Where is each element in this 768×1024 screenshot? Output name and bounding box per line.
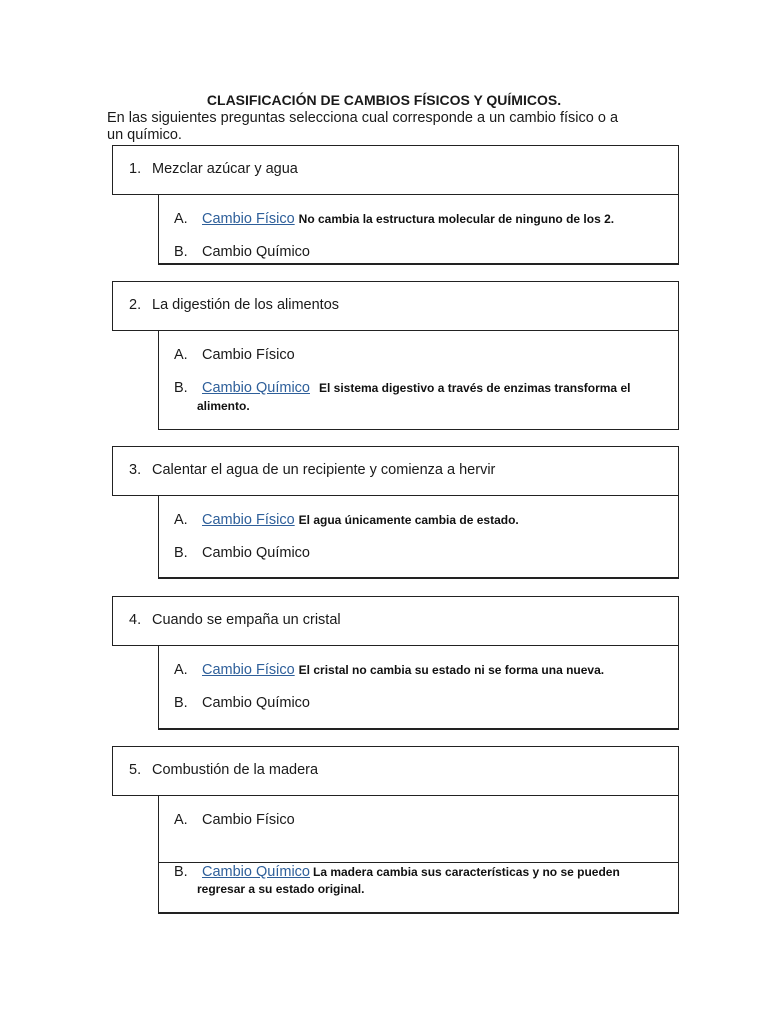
selected-answer-link[interactable]: Cambio Químico [202,864,310,880]
answers-3 [158,495,679,579]
question-4 [112,596,679,646]
answers-5 [158,795,679,914]
question-number: 4. [129,612,142,628]
option-letter: B. [174,864,188,880]
option-divider [159,862,678,863]
option-b[interactable] [174,244,310,260]
answer-explanation: El agua únicamente cambia de estado. [298,513,519,527]
option-label: Cambio Químico [202,244,310,260]
option-a[interactable] [174,812,295,828]
question-number: 1. [129,161,142,177]
question-5 [112,746,679,796]
selected-answer-link[interactable]: Cambio Físico [202,662,295,678]
answer-explanation-cont: alimento. [197,399,250,413]
instructions-line-1: En las siguientes preguntas selecciona cual corresponde a un cambio físico o a [107,110,619,126]
option-letter: A. [174,347,188,363]
option-letter: B. [174,695,188,711]
selected-answer-link[interactable]: Cambio Físico [202,211,295,227]
instructions-line-2: un químico. [107,127,182,143]
option-letter: B. [174,380,188,396]
question-3 [112,446,679,496]
option-label: Cambio Físico [202,347,295,363]
question-2 [112,281,679,331]
option-label: Cambio Químico [202,545,310,561]
question-text: Cuando se empaña un cristal [152,612,341,628]
answers-2 [158,330,679,430]
option-b[interactable] [174,864,620,880]
answers-1 [158,194,679,265]
option-letter: A. [174,812,188,828]
selected-answer-link[interactable]: Cambio Químico [202,380,310,396]
question-number: 3. [129,462,142,478]
option-a[interactable] [174,512,519,528]
worksheet-title: CLASIFICACIÓN DE CAMBIOS FÍSICOS Y QUÍMICOS. [206,92,562,108]
option-b[interactable] [174,545,310,561]
option-b[interactable] [174,695,310,711]
option-b[interactable] [174,380,630,396]
question-number: 5. [129,762,142,778]
option-a[interactable] [174,347,295,363]
option-a[interactable] [174,662,604,678]
question-text: Mezclar azúcar y agua [152,161,298,177]
selected-answer-link[interactable]: Cambio Físico [202,512,295,528]
answer-explanation: No cambia la estructura molecular de ninguno de los 2. [298,212,615,226]
option-letter: B. [174,244,188,260]
question-text: Combustión de la madera [152,762,319,778]
option-label: Cambio Físico [202,812,295,828]
answer-explanation-cont: regresar a su estado original. [197,882,365,896]
option-letter: A. [174,662,188,678]
question-text: La digestión de los alimentos [152,297,340,313]
answer-explanation: El sistema digestivo a través de enzimas transforma el [318,381,631,395]
question-number: 2. [129,297,142,313]
answers-4 [158,645,679,730]
option-a[interactable] [174,211,614,227]
option-label: Cambio Químico [202,695,310,711]
instructions [107,110,667,144]
answer-explanation: El cristal no cambia su estado ni se forma una nueva. [298,663,605,677]
question-text: Calentar el agua de un recipiente y comienza a hervir [152,462,496,478]
option-letter: A. [174,211,188,227]
option-letter: B. [174,545,188,561]
option-letter: A. [174,512,188,528]
answer-explanation: La madera cambia sus características y no se pueden [312,865,620,879]
question-1 [112,145,679,195]
